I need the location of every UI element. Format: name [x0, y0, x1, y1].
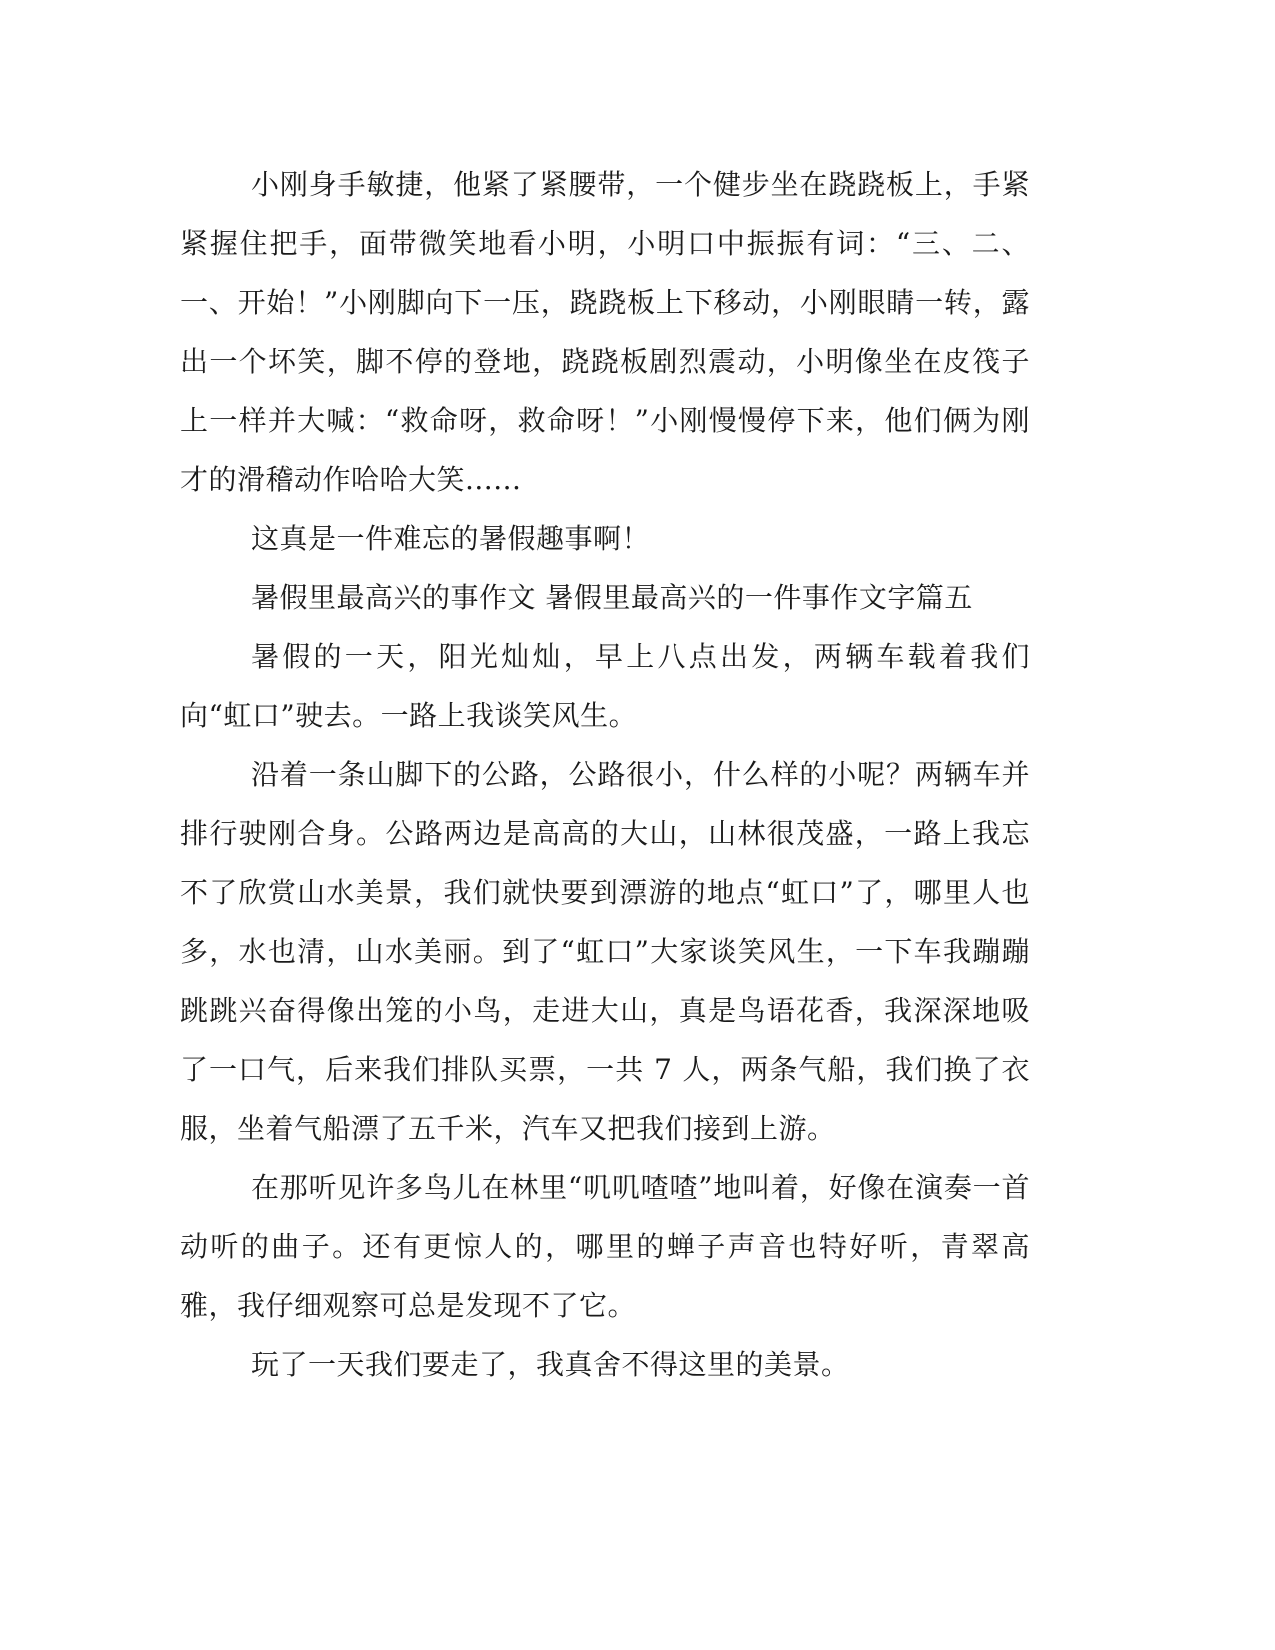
- section-heading: 暑假里最高兴的事作文 暑假里最高兴的一件事作文字篇五: [251, 581, 973, 614]
- paragraph-ending: 玩了一天我们要走了，我真舍不得这里的美景。: [251, 1348, 850, 1381]
- document-body: [180, 155, 1030, 1394]
- paragraph-departure: 暑假的一天，阳光灿灿，早上八点出发，两辆车载着我们向“虹口”驶去。一路上我谈笑风生。: [180, 640, 1030, 732]
- paragraph-birds: 在那听见许多鸟儿在林里“叽叽喳喳”地叫着，好像在演奏一首动听的曲子。还有更惊人的，哪里的蝉子声音也特好听，青翠高雅，我仔细观察可总是发现不了它。: [180, 1171, 1030, 1322]
- paragraph-road: 沿着一条山脚下的公路，公路很小，什么样的小呢？两辆车并排行驶刚合身。公路两边是高高的大山，山林很茂盛，一路上我忘不了欣赏山水美景，我们就快要到漂游的地点“虹口”了，哪里人也多，水也清，山水美丽。到了“虹口”大家谈笑风生，一下车我蹦蹦跳跳兴奋得像出笼的小鸟，走进大山，真是鸟语花香，我深深地吸了一口气，后来我们排队买票，一共 7 人，两条气船，我们换了衣服，坐着气船漂了五千米，汽车又把我们接到上游。: [180, 758, 1030, 1145]
- paragraph-seesaw: 小刚身手敏捷，他紧了紧腰带，一个健步坐在跷跷板上，手紧紧握住把手，面带微笑地看小明，小明口中振振有词：“三、二、一、开始！”小刚脚向下一压，跷跷板上下移动，小刚眼睛一转，露出一个坏笑，脚不停的登地，跷跷板剧烈震动，小明像坐在皮筏子上一样并大喊：“救命呀，救命呀！”小刚慢慢停下来，他们俩为刚才的滑稽动作哈哈大笑......: [180, 168, 1030, 496]
- paragraph-summary: 这真是一件难忘的暑假趣事啊！: [251, 522, 651, 555]
